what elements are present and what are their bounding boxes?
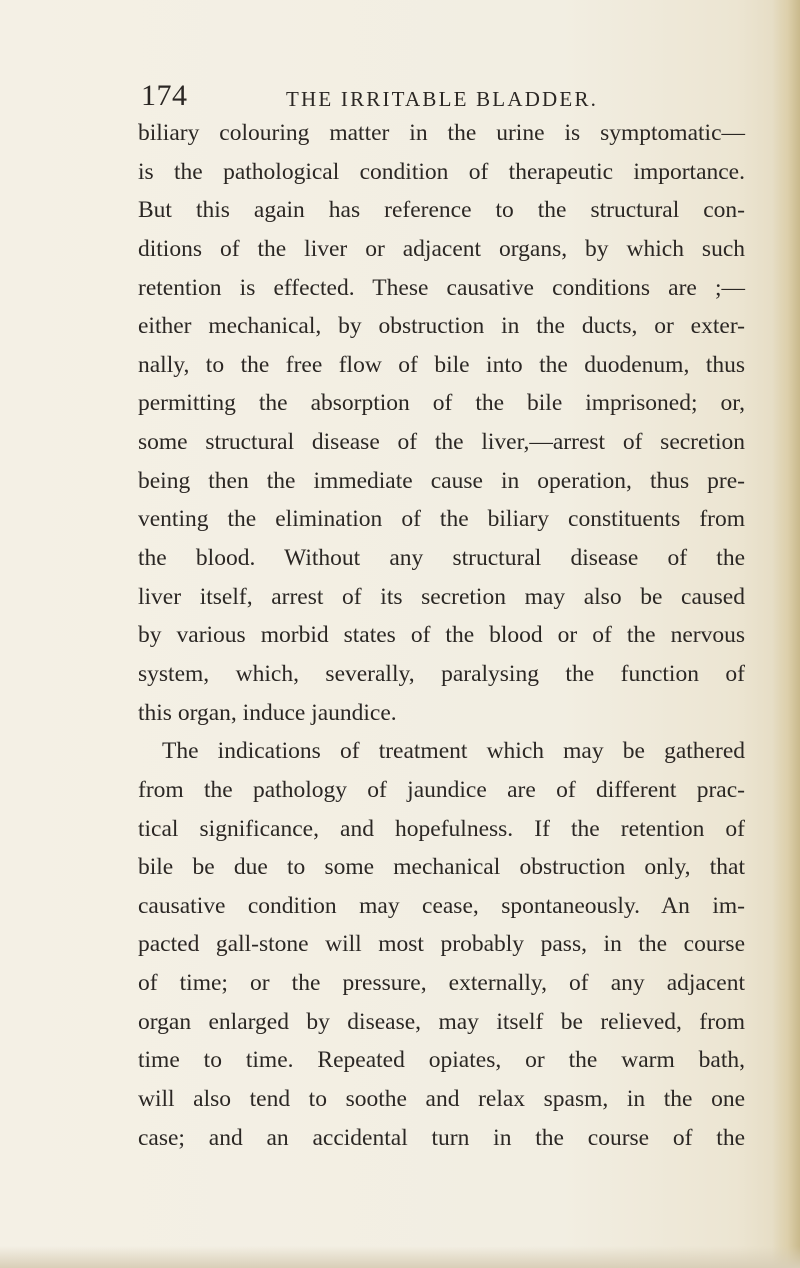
text-line: the blood. Without any structural disease of the (138, 545, 745, 572)
text-line: tical significance, and hopefulness. If the retention of (138, 815, 745, 842)
text-line: case; and an accidental turn in the course of the (138, 1124, 745, 1151)
text-line: from the pathology of jaundice are of different prac- (138, 776, 745, 803)
text-line: organ enlarged by disease, may itself be relieved, from (138, 1008, 745, 1035)
page-edge-shadow (772, 0, 800, 1268)
body-text (138, 114, 745, 1157)
text-line: venting the elimination of the biliary constituents from (138, 506, 745, 533)
text-line: retention is effected. These causative conditions are ;— (138, 274, 745, 301)
text-line: pacted gall-stone will most probably pass, in the course (138, 931, 745, 958)
page-number: 174 (141, 79, 188, 112)
text-line: The indications of treatment which may be gathered (162, 738, 745, 765)
text-line: time to time. Repeated opiates, or the warm bath, (138, 1047, 745, 1074)
text-line: by various morbid states of the blood or of the nervous (138, 622, 745, 649)
text-line: nally, to the free flow of bile into the duodenum, thus (138, 351, 745, 378)
text-line: of time; or the pressure, externally, of any adjacent (138, 970, 745, 997)
page-bottom-shadow (0, 1246, 800, 1268)
text-line: liver itself, arrest of its secretion may also be caused (138, 583, 745, 610)
text-line: bile be due to some mechanical obstruction only, that (138, 854, 745, 881)
text-line: system, which, severally, paralysing the function of (138, 660, 745, 687)
text-line: will also tend to soothe and relax spasm, in the one (138, 1086, 745, 1113)
page-header (0, 78, 800, 114)
text-line: biliary colouring matter in the urine is symptomatic— (138, 120, 745, 146)
text-line: ditions of the liver or adjacent organs, by which such (138, 235, 745, 262)
text-line: this organ, induce jaundice. (138, 699, 397, 726)
text-line: some structural disease of the liver,—arrest of secretion (138, 429, 745, 456)
text-line: being then the immediate cause in operation, thus pre- (138, 467, 745, 494)
text-line: either mechanical, by obstruction in the ducts, or exter- (138, 313, 745, 340)
text-line: causative condition may cease, spontaneously. An im- (138, 892, 745, 919)
text-line: But this again has reference to the structural con- (138, 197, 745, 224)
running-title: THE IRRITABLE BLADDER. (286, 87, 599, 111)
text-line: permitting the absorption of the bile imprisoned; or, (138, 390, 745, 417)
text-line: is the pathological condition of therapeutic importance. (138, 158, 745, 185)
